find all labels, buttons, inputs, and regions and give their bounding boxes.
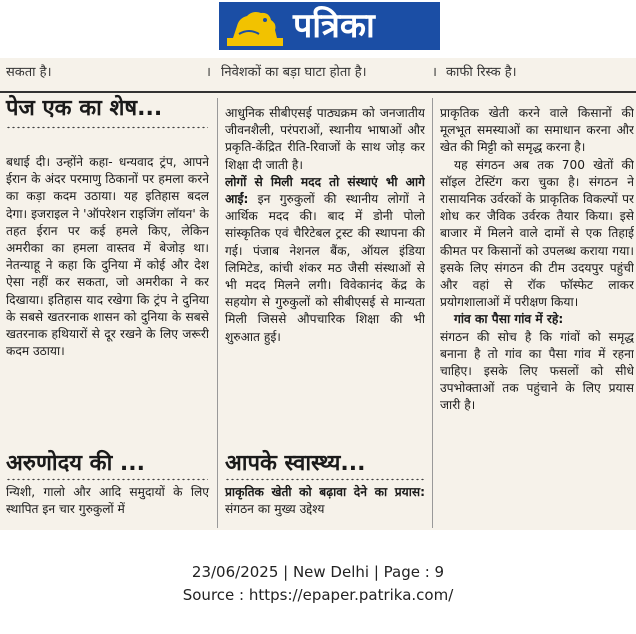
strip-text-2: निवेशकों का बड़ा घाटा होता है।	[221, 65, 367, 80]
heading-arunoday-text: अरुणोदय की ...	[6, 451, 145, 476]
strip-separator-2: ।	[432, 65, 437, 80]
column-2-continued	[225, 484, 425, 518]
article-paragraph-with-subhead	[225, 174, 425, 346]
subhead-natural-farming-body: संगठन का मुख्य उद्देश्य	[225, 502, 325, 517]
strip-text-1: सकता है।	[6, 65, 52, 80]
article-paragraph: यह संगठन अब तक 700 खेतों की सॉइल टेस्टिंग करा चुका है। संगठन ने रासायनिक उर्वरकों के प्राकृतिक विकल्पों पर शोध कर जैविक उर्वरक तैयार किया। इसे बाजार में मिलने वाले दामों से एक तिहाई कीमत पर किसानों को उपलब्ध कराया गया। इसके लिए संगठन की टीम उदयपुर पहुंची और वहां से रॉक फॉस्फेट लाकर प्रयोगशालाओं में परीक्षण किया।	[440, 157, 634, 310]
column-divider-1	[217, 98, 218, 528]
section-heading-arunoday	[6, 451, 206, 477]
article-paragraph: प्राकृतिक खेती करने वाले किसानों की मूलभूत समस्याओं का समाधान करना और खेत की मिट्टी को समृद्ध करना है।	[440, 106, 634, 155]
article-paragraph: बधाई दी। उन्होंने कहा- धन्यवाद ट्रंप, आपने ईरान के अंदर परमाणु ठिकानों पर हमला करने का कड़ा कदम उठाया। यह इतिहास बदल देगा। इजराइल ने 'ऑपरेशन राइजिंग लॉयन' के तहत ईरान पर कई हमले किए, लेकिन अमरीका का हमला वास्तव में बेजोड़ था। नेतन्याहू ने कहा कि दुनिया में कोई और देश ऐसा नहीं कर सकता, जो अमरीका ने कर दिखाया। इतिहास याद रखेगा कि ट्रंप ने दुनिया के सबसे खतरनाक शासन को दुनिया के सबसे खतरनाक हथियारों से दूर रखने के लिए जरूरी कदम उठाया।	[6, 155, 209, 359]
column-2	[225, 105, 425, 441]
heading-underline	[6, 478, 208, 481]
article-paragraph: संगठन की सोच है कि गांवों को समृद्ध बनाना है तो गांव का पैसा गांव में रहना चाहिए। इसके लिए फसलों को सीधे उपभोक्ताओं तक पहुंचाने के लिए प्रयास जारी है।	[440, 329, 634, 413]
lion-emblem-icon	[225, 4, 285, 48]
heading-remainder-text: पेज एक का शेष...	[6, 96, 163, 121]
section-heading-health	[225, 451, 425, 477]
top-strip	[0, 58, 636, 88]
section-heading-remainder	[6, 96, 206, 122]
subhead-help-body: इन गुरुकुलों की स्थानीय लोगों ने आर्थिक मदद की। बाद में डोनी पोलो सांस्कृतिक एवं चैरिटेबल ट्रस्ट की स्थापना की गई। पंजाब नेशनल बैंक, ऑयल इंडिया लिमिटेड, कांची शंकर मठ जैसी संस्थाओं से भी मदद मिलने लगी। विवेकानंद केंद्र के सहयोग से गुरुकुलों को सीबीएसई से मान्यता मिली जिससे औपचारिक शिक्षा की भी शुरुआत हुई।	[225, 192, 425, 344]
article-paragraph: न्यिशी, गालो और आदि समुदायों के लिए स्थापित इन चार गुरुकुलों में	[6, 485, 209, 517]
column-1-continued	[6, 484, 209, 518]
subhead-village-money: गांव का पैसा गांव में रहे:	[454, 312, 564, 327]
divider-rule	[0, 91, 636, 93]
footer-source: Source : https://epaper.patrika.com/	[182, 586, 454, 604]
strip-text-3: काफी रिस्क है।	[446, 65, 517, 80]
article-paragraph-with-subhead	[225, 484, 425, 518]
column-3	[440, 105, 634, 525]
patrika-logo	[219, 2, 440, 50]
heading-underline	[6, 126, 208, 129]
heading-underline	[225, 478, 425, 481]
article-paragraph: आधुनिक सीबीएसई पाठ्यक्रम को जनजातीय जीवनशैली, परंपराओं, स्थानीय भाषाओं और प्रकृति-केंद्रित रीति-रिवाजों के साथ जोड़ कर शिक्षा दी जाती है।	[225, 106, 425, 172]
masthead-title: पत्रिका	[293, 6, 375, 46]
column-1	[6, 154, 209, 412]
column-divider-2	[432, 98, 433, 528]
heading-health-text: आपके स्वास्थ्य...	[225, 451, 366, 476]
footer-date-edition: 23/06/2025 | New Delhi | Page : 9	[191, 563, 445, 581]
newspaper-clipping	[0, 58, 636, 530]
subhead-natural-farming: प्राकृतिक खेती को बढ़ावा देने का प्रयास:	[225, 485, 425, 499]
subhead-help: लोगों से मिली मदद तो संस्थाएं भी आगे आईं:	[225, 174, 425, 207]
strip-separator-1: ।	[206, 65, 211, 80]
